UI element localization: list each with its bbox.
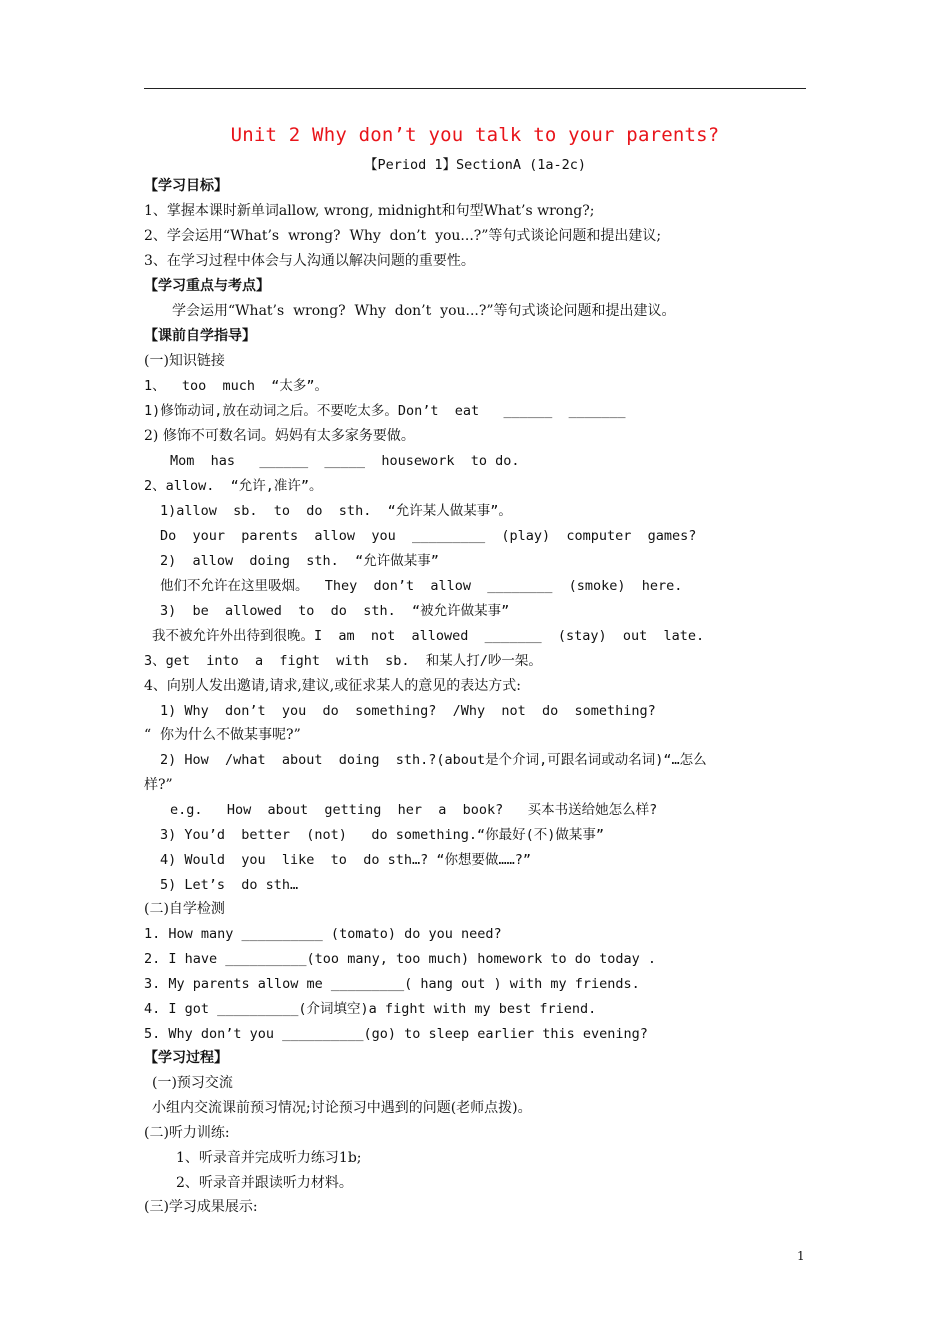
content-line: 1)allow sb. to do sth. “允许某人做某事”。 <box>160 503 512 519</box>
objective-line: 3、在学习过程中体会与人沟通以解决问题的重要性。 <box>144 253 475 269</box>
subsection-heading: (二)自学检测 <box>144 901 225 917</box>
content-line: 4) Would you like to do sth…? “你想要做……?” <box>160 852 531 868</box>
section-heading-self-study: 【课前自学指导】 <box>144 328 256 344</box>
content-line: 我不被允许外出待到很晚。I am not allowed _______ (stay) out late. <box>152 628 705 644</box>
section-heading-objectives: 【学习目标】 <box>144 178 228 194</box>
subsection-heading: (一)预习交流 <box>152 1075 233 1091</box>
content-line: “ 你为什么不做某事呢?” <box>144 727 301 743</box>
content-line: 样?” <box>144 777 173 793</box>
objective-line: 1、掌握本课时新单词allow, wrong, midnight和句型What’s wrong?; <box>144 203 595 219</box>
exercise-item: 2. I have __________(too many, too much) homework to do today . <box>144 951 657 967</box>
content-line: 3) You’d better (not) do something.“你最好(不)做某事” <box>160 827 604 843</box>
content-line: 3、get into a fight with sb. 和某人打/吵一架。 <box>144 653 542 669</box>
content-line: e.g. How about getting her a book? 买本书送给她怎么样? <box>170 802 658 818</box>
content-line: 小组内交流课前预习情况;讨论预习中遇到的问题(老师点拨)。 <box>152 1100 532 1116</box>
section-heading-process: 【学习过程】 <box>144 1050 228 1066</box>
objective-line: 2、学会运用“What’s wrong? Why don’t you...?”等句式谈论问题和提出建议; <box>144 228 662 244</box>
page-number: 1 <box>797 1249 805 1263</box>
content-line: 1、听录音并完成听力练习1b; <box>176 1150 362 1166</box>
content-line: 5) Let’s do sth… <box>160 877 299 893</box>
document-title: Unit 2 Why don’t you talk to your parents? <box>230 124 720 146</box>
content-line: 1、 too much “太多”。 <box>144 378 329 394</box>
content-line: Do your parents allow you _________ (play) computer games? <box>160 528 697 544</box>
content-line: 2) How /what about doing sth.?(about是个介词,可跟名词或动名词)“…怎么 <box>160 752 707 768</box>
content-line: 2) allow doing sth. “允许做某事” <box>160 553 439 569</box>
subsection-heading: (三)学习成果展示: <box>144 1199 258 1215</box>
content-line: 4、向别人发出邀请,请求,建议,或征求某人的意见的表达方式: <box>144 678 521 694</box>
header-rule <box>144 88 806 89</box>
content-line: 1)修饰动词,放在动词之后。不要吃太多。Don’t eat ______ _______ <box>144 403 626 419</box>
exercise-item: 1. How many __________ (tomato) do you need? <box>144 926 502 942</box>
section-heading-key-points: 【学习重点与考点】 <box>144 278 270 294</box>
content-line: 他们不允许在这里吸烟。 They don’t allow ________ (smoke) here. <box>160 578 683 594</box>
subsection-heading: (一)知识链接 <box>144 353 225 369</box>
content-line: Mom has ______ _____ housework to do. <box>170 453 520 469</box>
content-line: 3) be allowed to do sth. “被允许做某事” <box>160 603 510 619</box>
exercise-item: 3. My parents allow me _________( hang out ) with my friends. <box>144 976 640 992</box>
exercise-item: 5. Why don’t you __________(go) to sleep earlier this evening? <box>144 1026 648 1042</box>
document-subtitle: 【Period 1】SectionA (1a-2c) <box>363 157 587 173</box>
key-point-line: 学会运用“What’s wrong? Why don’t you...?”等句式谈论问题和提出建议。 <box>172 303 676 319</box>
subsection-heading: (二)听力训练: <box>144 1125 230 1141</box>
content-line: 2、allow. “允许,准许”。 <box>144 478 323 494</box>
exercise-item: 4. I got __________(介词填空)a fight with my best friend. <box>144 1001 597 1017</box>
content-line: 2、听录音并跟读听力材料。 <box>176 1175 353 1191</box>
content-line: 1) Why don’t you do something? /Why not do something? <box>160 703 656 719</box>
content-line: 2) 修饰不可数名词。妈妈有太多家务要做。 <box>144 428 415 444</box>
